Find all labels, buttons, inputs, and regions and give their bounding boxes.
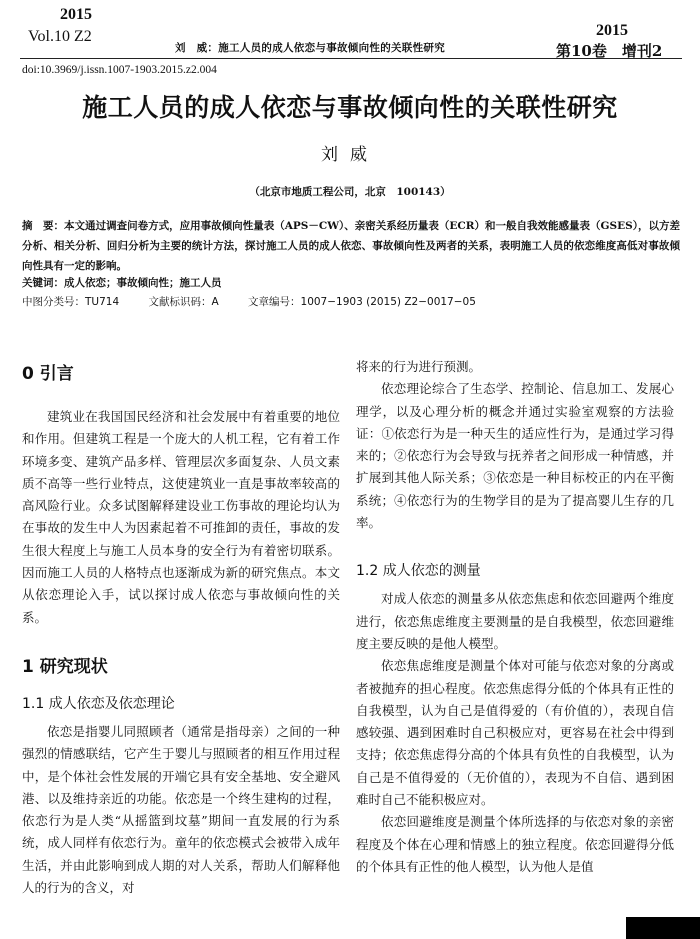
paragraph: 建筑业在我国国民经济和社会发展中有着重要的地位和作用。但建筑工程是一个庞大的人机工程，它有着工作环境多变、建筑产品多样、管理层次多面复杂、人员文素质不高等一些行业特点，这使建筑业一直是事故率较高的高风险行业。众多试图解释建设业工伤事故的理论均认为在事故的发生中人为因素起着不可推卸的责任，事故的发生很大程度上与施工人员本身的安全行为有着密切联系。因而施工人员的人格特点也逐渐成为新的研究焦点。本文从依恋理论入手，试以探讨成人依恋与事故倾向性的关系。 (22, 409, 340, 625)
paragraph: 依恋回避维度是测量个体所选择的与依恋对象的亲密程度及个体在心理和情感上的独立程度。依恋回避得分低的个体具有正性的他人模型，认为他人是值 (356, 814, 674, 874)
subsection-heading-attachment-theory: 1.1 成人依恋及依恋理论 (22, 695, 175, 712)
author-name: 刘威 (321, 145, 379, 165)
section-heading-introduction: 0 引言 (22, 364, 74, 384)
paragraph: 依恋是指婴儿同照顾者（通常是指母亲）之间的一种强烈的情感联结，它产生于婴儿与照顾者的相互作用过程中，是个体社会性发展的开端它具有安全基地、安全避风港、以及维持亲近的功能。依恋是一个终生建构的过程，依恋行为是人类“从摇篮到坟墓”期间一直发展的行为系统，成人同样有依恋行为。童年的依恋模式会被带入成年生活，并由此影响到成人期的对人关系，帮助人们解释他人的行为的含义，对 (22, 723, 340, 896)
keywords: 关键词：成人依恋；事故倾向性；施工人员 (22, 277, 222, 289)
right-column (356, 356, 674, 878)
header-left-year: 2015 (60, 6, 92, 23)
subsection-heading-measurement: 1.2 成人依恋的测量 (356, 563, 481, 580)
paragraph: 依恋理论综合了生态学、控制论、信息加工、发展心理学，以及心理分析的概念并通过实验室观察的方法验证：①依恋行为是一种天生的适应性行为，是通过学习得来的；②依恋行为会导致与抚养者之间形成一种情感，并扩展到其他人际关系；③依恋是一种目标校正的内在平衡系统；④依恋行为的生物学目的是为了提高婴儿生存的几率。 (356, 381, 674, 531)
header-right-year: 2015 (596, 22, 628, 39)
paper-title: 施工人员的成人依恋与事故倾向性的关联性研究 (82, 93, 618, 122)
left-column (22, 356, 340, 899)
clc-number: 中图分类号：TU714 (22, 296, 120, 308)
abstract: 摘 要：本文通过调查问卷方式，应用事故倾向性量表（APS－CW）、亲密关系经历量表（ECR）和一般自我效能感量表（GSES），以方差分析、相关分析、回归分析为主要的统计方法，探讨施工人员的成人依恋、事故倾向性及两者的关系，表明施工人员的依恋维度高低对事故倾向性具有一定的影响。 (22, 220, 680, 272)
header-left-volume: Vol.10 Z2 (28, 28, 92, 45)
paragraph: 依恋焦虑维度是测量个体对可能与依恋对象的分离或者被抛弃的担心程度。依恋焦虑得分低的个体具有正性的自我模型，认为自己是值得爱的（有价值的），表现自信感较强、遇到困难时自己积极应对，更容易在社会中得到支持；依恋焦虑得分高的个体具有负性的自我模型，认为自己是不值得爱的（无价值的），表现为不自信、遇到困难时自己不能积极应对。 (356, 658, 674, 808)
paragraph: 对成人依恋的测量多从依恋焦虑和依恋回避两个维度进行，依恋焦虑维度主要测量的是自我模型，依恋回避维度主要反映的是他人模型。 (356, 591, 674, 651)
running-title: 刘 威：施工人员的成人依恋与事故倾向性的关联性研究 (175, 42, 445, 54)
header-right-volume: 第10卷 增刊2 (556, 42, 663, 60)
redaction-bar (626, 917, 700, 939)
article-number: 文章编号：1007−1903 (2015) Z2−0017−05 (248, 296, 476, 308)
author-affiliation: （北京市地质工程公司，北京 100143） (249, 186, 451, 198)
document-code: 文献标识码：A (148, 296, 219, 308)
doi-link[interactable]: doi:10.3969/j.issn.1007-1903.2015.z2.004 (22, 64, 217, 76)
paragraph: 将来的行为进行预测。 (356, 359, 482, 374)
classification-line (22, 294, 502, 309)
header-rule (20, 58, 682, 59)
section-heading-research-status: 1 研究现状 (22, 656, 108, 677)
